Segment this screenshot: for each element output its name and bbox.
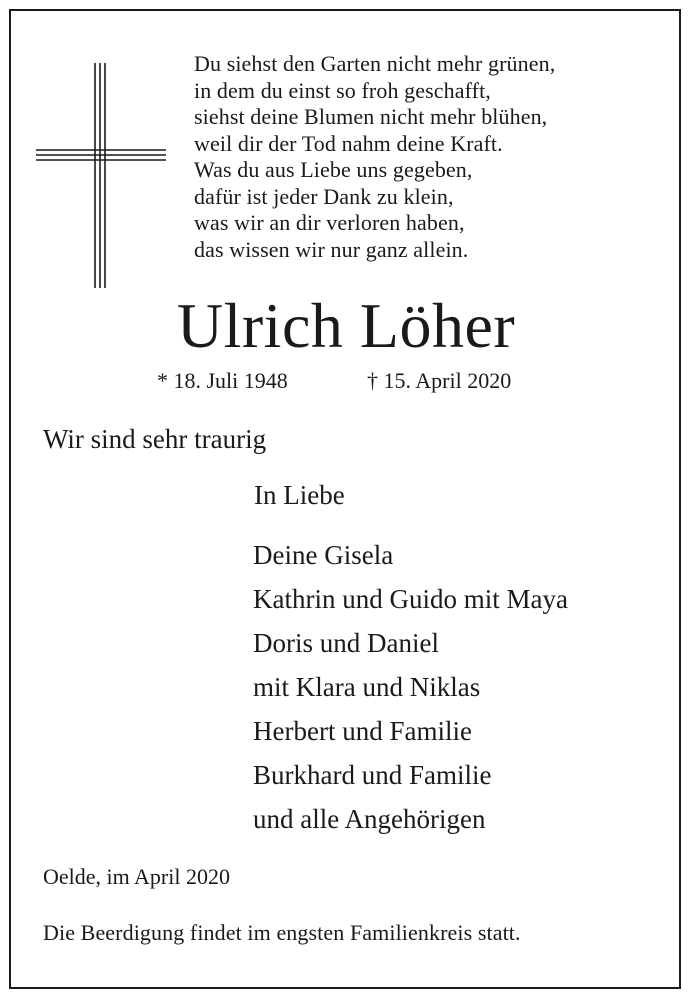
mourner-entry: mit Klara und Niklas xyxy=(253,672,481,702)
mourner-entry: Deine Gisela xyxy=(253,540,394,570)
place-date: Oelde, im April 2020 xyxy=(43,864,230,889)
poem-line: siehst deine Blumen nicht mehr blühen, xyxy=(194,104,548,129)
mourners-list xyxy=(253,533,568,841)
poem-line: Du siehst den Garten nicht mehr grünen, xyxy=(194,51,556,76)
poem-line: in dem du einst so froh geschafft, xyxy=(194,77,491,103)
death-date: † 15. April 2020 xyxy=(367,368,512,393)
poem-line: Was du aus Liebe uns gegeben, xyxy=(194,157,473,182)
birth-date: * 18. Juli 1948 xyxy=(157,368,288,393)
love-closing: In Liebe xyxy=(254,480,345,510)
cross-icon xyxy=(36,63,166,288)
poem-line: das wissen wir nur ganz allein. xyxy=(194,236,469,262)
mourner-entry: Herbert und Familie xyxy=(253,716,472,746)
mourner-entry: und alle Angehörigen xyxy=(253,804,486,834)
poem-line: weil dir der Tod nahm deine Kraft. xyxy=(194,130,503,156)
grief-statement: Wir sind sehr traurig xyxy=(43,424,267,454)
poem-line: was wir an dir verloren haben, xyxy=(194,210,465,235)
deceased-name: Ulrich Löher xyxy=(176,290,516,361)
mourner-entry: Doris und Daniel xyxy=(253,628,439,658)
poem-line: dafür ist jeder Dank zu klein, xyxy=(194,183,454,209)
poem xyxy=(194,51,664,263)
mourner-entry: Kathrin und Guido mit Maya xyxy=(253,584,568,614)
mourner-entry: Burkhard und Familie xyxy=(253,760,492,790)
funeral-note: Die Beerdigung findet im engsten Familienkreis statt. xyxy=(43,920,521,945)
